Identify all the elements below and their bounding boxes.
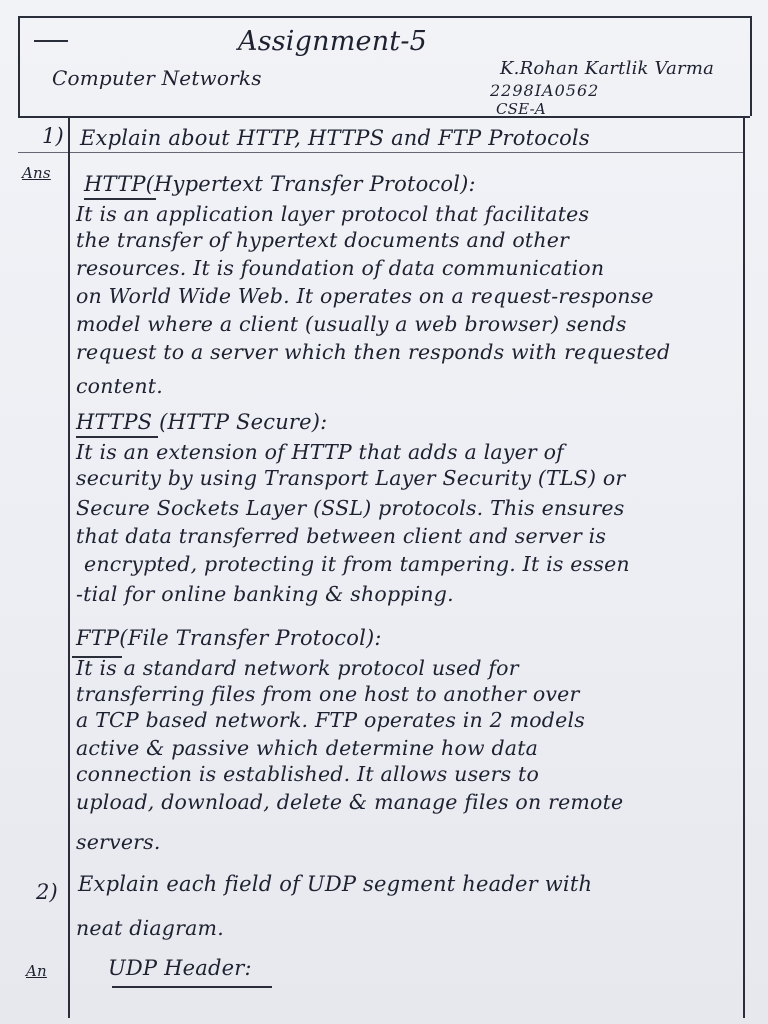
https-line-4: that data transferred between client and server is [76,524,607,548]
q1-ans-mark: Ans [22,164,51,182]
ftp-line-4: active & passive which determine how data [76,736,539,760]
ftp-line-5: connection is established. It allows users to [76,762,540,786]
http-line-3: resources. It is foundation of data communication [76,256,605,280]
udp-heading: UDP Header: [108,956,252,980]
https-line-1: It is an extension of HTTP that adds a layer of [76,440,564,464]
http-line-2: the transfer of hypertext documents and other [76,228,570,252]
http-line-6: request to a server which then responds with requested [76,340,671,364]
ftp-line-1: It is a standard network protocol used for [76,656,519,680]
http-line-5: model where a client (usually a web browser) sends [76,312,627,336]
header-box-right [750,16,752,116]
student-name: K.Rohan Kartlik Varma [500,58,715,79]
assignment-title: Assignment-5 [238,26,428,57]
q2-number: 2) [36,880,58,904]
q2-question-line-1: Explain each field of UDP segment header with [78,872,593,896]
http-line-7: content. [76,374,163,398]
q1-question: Explain about HTTP, HTTPS and FTP Protocols [80,126,590,150]
https-line-2: security by using Transport Layer Security (TLS) or [76,466,626,490]
main-box-divider [18,152,744,153]
header-dash [34,40,68,42]
ftp-heading: FTP(File Transfer Protocol): [76,626,382,650]
https-line-3: Secure Sockets Layer (SSL) protocols. This ensures [76,496,625,520]
subject-name: Computer Networks [52,66,262,90]
q2-ans-mark: An [26,962,47,980]
header-box-top [18,16,750,18]
https-heading: HTTPS (HTTP Secure): [76,410,328,434]
ftp-line-7: servers. [76,830,161,854]
q1-number: 1) [42,124,64,148]
http-heading: HTTP(Hypertext Transfer Protocol): [84,172,476,196]
https-heading-underline [76,436,158,438]
https-line-6: -tial for online banking & shopping. [76,582,454,606]
header-box-left [18,16,20,116]
http-heading-underline [84,198,156,200]
main-box-left [68,118,70,1018]
http-line-4: on World Wide Web. It operates on a request-response [76,284,654,308]
ftp-line-2: transferring files from one host to another over [76,682,580,706]
http-line-1: It is an application layer protocol that facilitates [76,202,590,226]
ftp-line-3: a TCP based network. FTP operates in 2 models [76,708,585,732]
roll-number: 2298IA0562 [490,81,600,100]
main-box-right [743,118,745,1018]
ftp-line-6: upload, download, delete & manage files on remote [76,790,624,814]
header-box-bottom [18,116,750,118]
q2-question-line-2: neat diagram. [76,916,224,940]
https-line-5: encrypted, protecting it from tampering. It is essen [84,552,630,576]
section: CSE-A [496,100,546,118]
udp-heading-underline [112,986,272,988]
